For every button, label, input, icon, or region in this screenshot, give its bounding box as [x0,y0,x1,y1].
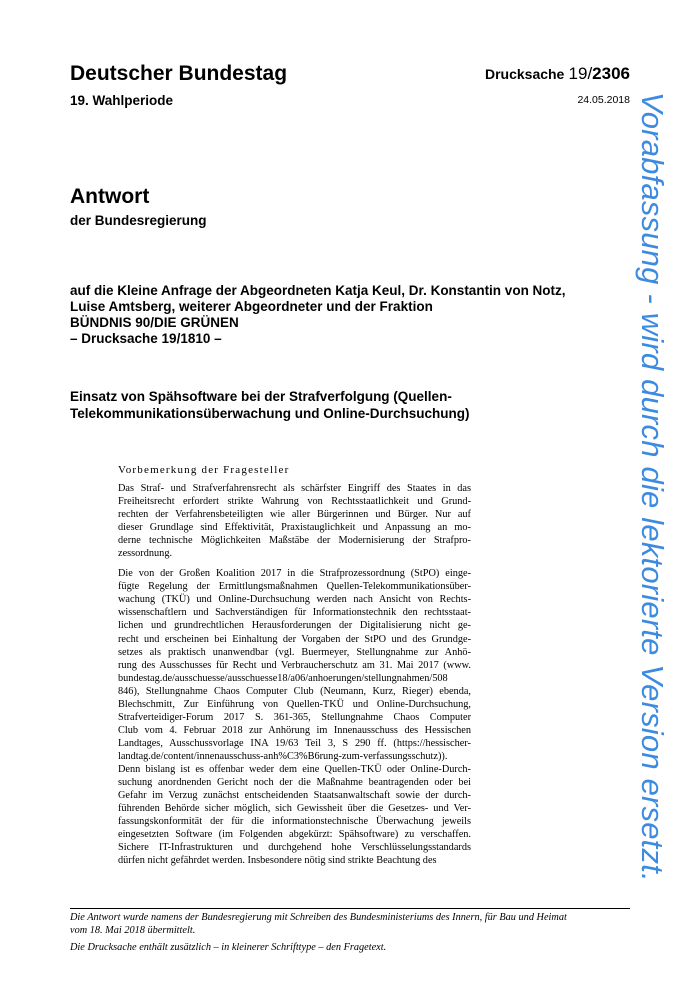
inquiry-line: BÜNDNIS 90/DIE GRÜNEN [70,315,239,330]
body-line: Sichere IT-Infrastrukturen und durchgehend hohe Verschlüsselungsstandards [118,842,471,854]
body-line: führenden Behörde sicher möglich, sich Gewissheit über die Gesetzes- und Ver- [118,803,471,815]
page-subtitle: der Bundesregierung [70,213,207,228]
document-date: 24.05.2018 [577,94,630,106]
subject-line: Einsatz von Spähsoftware bei der Strafverfolgung (Quellen- [70,389,452,404]
body-line: Die von der Großen Koalition 2017 in die Strafprozessordnung (StPO) einge- [118,568,471,580]
body-line: 846), Stellungnahme Chaos Computer Club (Neumann, Kurz, Rieger) ebenda, [118,685,471,697]
document-label: Drucksache [484,66,565,82]
body-line: Das Straf- und Strafverfahrensrecht als schärfster Eingriff des Staates in das [118,483,471,494]
footer-note [70,911,630,937]
body-line: Freiheitsrecht erfordert strikte Wahrung von Rechtsstaatlichkeit und Grund- [118,496,471,508]
body-line: Blechschmitt, Zur Einführung von Quellen-TKÜ und Online-Durchsuchung, [118,698,471,710]
body-line: Landtages, Ausschussvorlage INA 19/63 Teil 3, S 290 ff. (https://hessischer- [118,737,471,749]
body-line: Denn bislang ist es offenbar weder dem eine Quellen-TKÜ oder Online-Durch- [118,763,471,775]
legislative-period: 19. Wahlperiode [70,93,174,108]
page-title: Antwort [70,185,150,208]
body-line: suchung anordnenden Gericht noch der die Maßnahme beantragenden oder bei [118,777,471,789]
body-line: zessordnung. [118,548,173,560]
body-line: wissenschaftlern und Sachverständigen für Informationstechnik den rechtsstaat- [118,607,471,619]
body-line: dieser Grundlage sind Effektivität, Praxistauglichkeit und Anpassung an mo- [118,522,471,534]
preliminary-body [118,482,471,874]
inquiry-line: auf die Kleine Anfrage der Abgeordneten Katja Keul, Dr. Konstantin von Notz, [70,283,566,298]
body-line: wachung (TKÜ) und Online-Durchsuchung werden nach Ansicht von Rechts- [118,594,471,606]
footer-note-line: vom 18. Mai 2018 übermittelt. [70,925,196,936]
body-line: fassungskonformität der für die informationstechnische Überwachung jeweils [118,816,471,828]
document-number-suffix: 2306 [592,64,630,83]
body-line: landtag.de/content/innenausschuss-anh%C3%B6rung-zum-verfassungsschutz)). [118,750,448,762]
body-line: rechten der Verfahrensbeteiligten wie aller Bürgerinnen und Bürger. Nur auf [118,509,471,521]
body-line: Club vom 4. Februar 2018 zur Anhörung im Innenausschuss des Hessischen [118,724,471,736]
subject-heading [70,388,630,422]
body-paragraph [118,482,471,560]
body-line: derne technische Möglichkeiten Maßstäbe der Modernisierung der Strafpro- [118,535,471,547]
body-line: lichen und grundrechtlichen Herausforderungen der Digitalisierung nicht ge- [118,620,471,632]
institution-name: Deutscher Bundestag [70,62,288,85]
body-line: dürfen nicht gefährdet werden. Insbesondere nötig sind strikte Beachtung des [118,855,437,867]
body-line: fügte Regelung der Ermittlungsmaßnahmen Quellen-Telekommunikationsüber- [118,581,471,593]
footer-divider [70,908,630,909]
inquiry-line: – Drucksache 19/1810 – [70,331,222,346]
inquiry-line: Luise Amtsberg, weiterer Abgeordneter und der Fraktion [70,299,433,314]
body-line: Strafverteidiger-Forum 2017 S. 361-365, Stellungnahme Chaos Computer [118,711,471,723]
body-line: rung des Ausschusses für Recht und Verbraucherschutz am 31. Mai 2017 (www. [118,659,471,671]
inquiry-reference [70,283,630,347]
preliminary-heading: Vorbemerkung der Fragesteller [118,464,290,476]
footer-note-line: Die Antwort wurde namens der Bundesregierung mit Schreiben des Bundesministeriums des Innern, für Bau und Heimat [70,912,567,923]
footer-note: Die Drucksache enthält zusätzlich – in kleinerer Schrifttype – den Fragetext. [70,942,387,953]
subject-line: Telekommunikationsüberwachung und Online-Durchsuchung) [70,406,470,421]
body-line: recht und erscheinen bei Einhaltung der Vorgaben der StPO und des Grundge- [118,633,471,645]
draft-watermark: Vorabfassung - wird durch die lektorierte Version ersetzt. [635,92,670,882]
body-paragraph [118,567,471,867]
body-line: eingesetzten Software (im Folgenden abgekürzt: Spähsoftware) zu verschaffen. [118,829,471,841]
body-line: Gefahr im Verzug zunächst entscheidenden Staatsanwaltschaft sowie der durch- [118,790,471,802]
body-line: setzes als praktisch unanwendbar (vgl. Buermeyer, Stellungnahme zur Anhö- [118,646,471,658]
body-line: bundestag.de/ausschuesse/ausschuesse18/a06/anhoerungen/stellungnahmen/508 [118,672,448,684]
document-number [485,64,630,84]
document-number-prefix: 19/ [568,64,593,83]
footer-notes [70,911,630,958]
